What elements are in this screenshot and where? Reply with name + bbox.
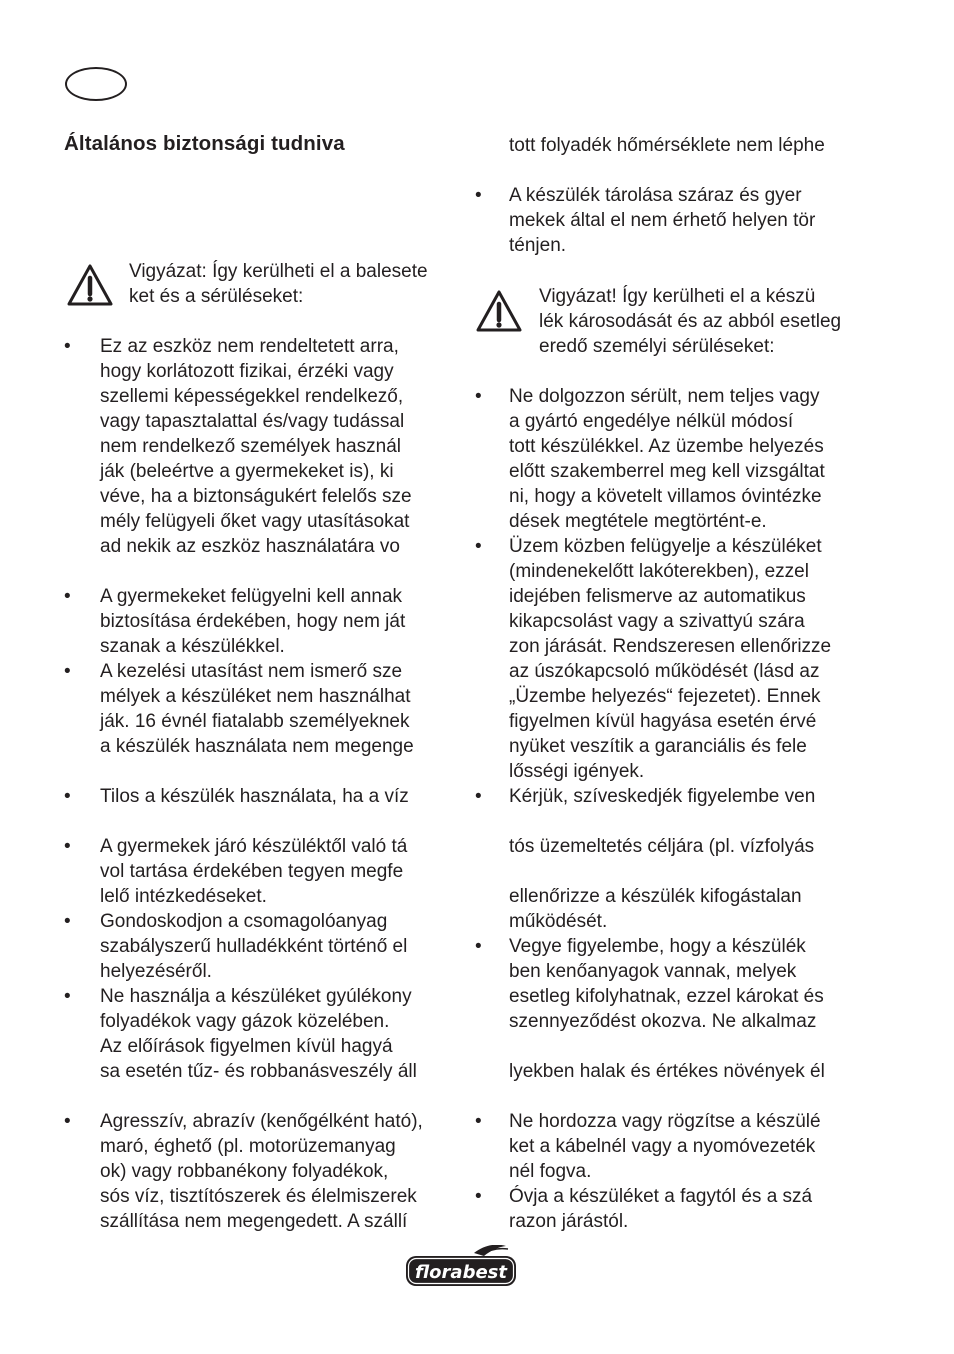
text-line: szállítása nem megengedett. A szállí bbox=[100, 1211, 408, 1232]
bullet-point: • bbox=[475, 1186, 482, 1207]
text-line: kikapcsolást vagy a szivattyú szára bbox=[509, 611, 805, 632]
text-line: működését. bbox=[509, 911, 608, 932]
bullet-point: • bbox=[64, 836, 71, 857]
text-line: Vigyázat: Így kerülheti el a balesete bbox=[129, 261, 428, 282]
bullet-point: • bbox=[64, 1111, 71, 1132]
text-line: ják. 16 évnél fiatalabb személyeknek bbox=[100, 711, 410, 732]
text-line: Agresszív, abrazív (kenőgélként ható), bbox=[100, 1111, 423, 1132]
text-line: maró, éghető (pl. motorüzemanyag bbox=[100, 1136, 396, 1157]
language-badge-oval bbox=[65, 67, 127, 101]
bullet-point: • bbox=[64, 911, 71, 932]
bullet-point: • bbox=[64, 586, 71, 607]
text-line: lősségi igények. bbox=[509, 761, 645, 782]
text-line: vagy tapasztalattal és/vagy tudással bbox=[100, 411, 405, 432]
bullet-point: • bbox=[475, 386, 482, 407]
bullet-point: • bbox=[475, 536, 482, 557]
text-line: szabályszerű hulladékként történő el bbox=[100, 936, 408, 957]
text-line: Ne használja a készüléket gyúlékony bbox=[100, 986, 412, 1007]
text-line: folyadékok vagy gázok közelében. bbox=[100, 1011, 390, 1032]
bullet-point: • bbox=[475, 786, 482, 807]
text-line: tós üzemeltetés céljára (pl. vízfolyás bbox=[509, 836, 815, 857]
text-line: ket és a sérüléseket: bbox=[129, 286, 304, 307]
text-line: lyekben halak és értékes növények él bbox=[509, 1061, 825, 1082]
text-line: Ez az eszköz nem rendeltetett arra, bbox=[100, 336, 399, 357]
text-line: razon járástól. bbox=[509, 1211, 629, 1232]
text-line: hogy korlátozott fizikai, érzéki vagy bbox=[100, 361, 394, 382]
text-line: előtt szakemberrel meg kell vizsgáltat bbox=[509, 461, 825, 482]
text-line: „Üzembe helyezés“ fejezetet). Ennek bbox=[509, 686, 821, 707]
text-line: Ne hordozza vagy rögzítse a készülé bbox=[509, 1111, 821, 1132]
text-line: vol tartása érdekében tegyen megfe bbox=[100, 861, 404, 882]
text-line: Az előírások figyelmen kívül hagyá bbox=[100, 1036, 393, 1057]
text-line: ket a kábelnél vagy a nyomóvezeték bbox=[509, 1136, 816, 1157]
text-line: A gyermekeket felügyelni kell annak bbox=[100, 586, 403, 607]
text-line: mélyek a készüléket nem használhat bbox=[100, 686, 411, 707]
text-line: Ne dolgozzon sérült, nem teljes vagy bbox=[509, 386, 820, 407]
text-line: sós víz, tisztítószerek és élelmiszerek bbox=[100, 1186, 417, 1207]
text-line: ok) vagy robbanékony folyadékok, bbox=[100, 1161, 389, 1182]
text-line: A kezelési utasítást nem ismerő sze bbox=[100, 661, 403, 682]
section-heading: Általános biztonsági tudniva bbox=[64, 132, 345, 155]
text-line: eredő személyi sérüléseket: bbox=[539, 336, 775, 357]
text-line: mekek által el nem érhető helyen tör bbox=[509, 210, 816, 231]
text-line: Tilos a készülék használata, ha a víz bbox=[100, 786, 409, 807]
text-line: mély felügyeli őket vagy utasításokat bbox=[100, 511, 410, 532]
text-line: Gondoskodjon a csomagolóanyag bbox=[100, 911, 388, 932]
text-line: a gyártó engedélye nélkül módosí bbox=[509, 411, 794, 432]
warning-triangle-icon bbox=[66, 263, 114, 307]
bullet-point: • bbox=[475, 185, 482, 206]
bullet-point: • bbox=[64, 336, 71, 357]
text-line: Óvja a készüléket a fagytól és a szá bbox=[509, 1186, 813, 1207]
text-line: Üzem közben felügyelje a készüléket bbox=[509, 536, 822, 557]
text-line: lék károsodását és az abból esetleg bbox=[539, 311, 842, 332]
bullet-point: • bbox=[64, 986, 71, 1007]
text-line: Vegye figyelembe, hogy a készülék bbox=[509, 936, 806, 957]
text-line: nem rendelkező személyek használ bbox=[100, 436, 401, 457]
bullet-point: • bbox=[475, 936, 482, 957]
text-line: ellenőrizze a készülék kifogástalan bbox=[509, 886, 802, 907]
text-line: (mindenekelőtt lakóterekben), ezzel bbox=[509, 561, 809, 582]
text-line: dések megtétele megtörtént-e. bbox=[509, 511, 767, 532]
text-line: lelő intézkedéseket. bbox=[100, 886, 267, 907]
text-line: nél fogva. bbox=[509, 1161, 592, 1182]
text-line: tott készülékkel. Az üzembe helyezés bbox=[509, 436, 824, 457]
bullet-point: • bbox=[64, 661, 71, 682]
text-line: ad nekik az eszköz használatára vo bbox=[100, 536, 400, 557]
text-line: az úszókapcsoló működését (lásd az bbox=[509, 661, 820, 682]
text-line: sa esetén tűz- és robbanásveszély áll bbox=[100, 1061, 417, 1082]
text-line: esetleg kifolyhatnak, ezzel károkat és bbox=[509, 986, 824, 1007]
text-line: helyezéséről. bbox=[100, 961, 212, 982]
text-line: ni, hogy a követelt villamos óvintézke bbox=[509, 486, 822, 507]
text-line: zon járását. Rendszeresen ellenőrizze bbox=[509, 636, 832, 657]
text-line: idejében felismerve az automatikus bbox=[509, 586, 806, 607]
text-line: a készülék használata nem megenge bbox=[100, 736, 414, 757]
text-line: Kérjük, szíveskedjék figyelembe ven bbox=[509, 786, 816, 807]
warning-triangle-icon bbox=[475, 289, 523, 333]
text-line: A készülék tárolása száraz és gyer bbox=[509, 185, 802, 206]
text-line: tott folyadék hőmérséklete nem léphe bbox=[509, 135, 825, 156]
text-line: nyüket veszítik a garanciális és fele bbox=[509, 736, 807, 757]
text-line: A gyermekek járó készüléktől való tá bbox=[100, 836, 408, 857]
text-line: ben kenőanyagok vannak, melyek bbox=[509, 961, 797, 982]
logo-text: florabest bbox=[415, 1262, 507, 1283]
text-line: ténjen. bbox=[509, 235, 567, 256]
text-line: biztosítása érdekében, hogy nem ját bbox=[100, 611, 406, 632]
text-line: figyelmen kívül hagyása esetén érvé bbox=[509, 711, 817, 732]
text-line: Vigyázat! Így kerülheti el a készü bbox=[539, 286, 816, 307]
bullet-point: • bbox=[475, 1111, 482, 1132]
text-line: szellemi képességekkel rendelkező, bbox=[100, 386, 404, 407]
text-line: szennyeződést okozva. Ne alkalmaz bbox=[509, 1011, 817, 1032]
text-line: szanak a készülékkel. bbox=[100, 636, 285, 657]
text-line: ják (beleértve a gyermekeket is), ki bbox=[100, 461, 394, 482]
text-line: véve, ha a biztonságukért felelős sze bbox=[100, 486, 412, 507]
bullet-point: • bbox=[64, 786, 71, 807]
florabest-logo bbox=[404, 1245, 518, 1289]
